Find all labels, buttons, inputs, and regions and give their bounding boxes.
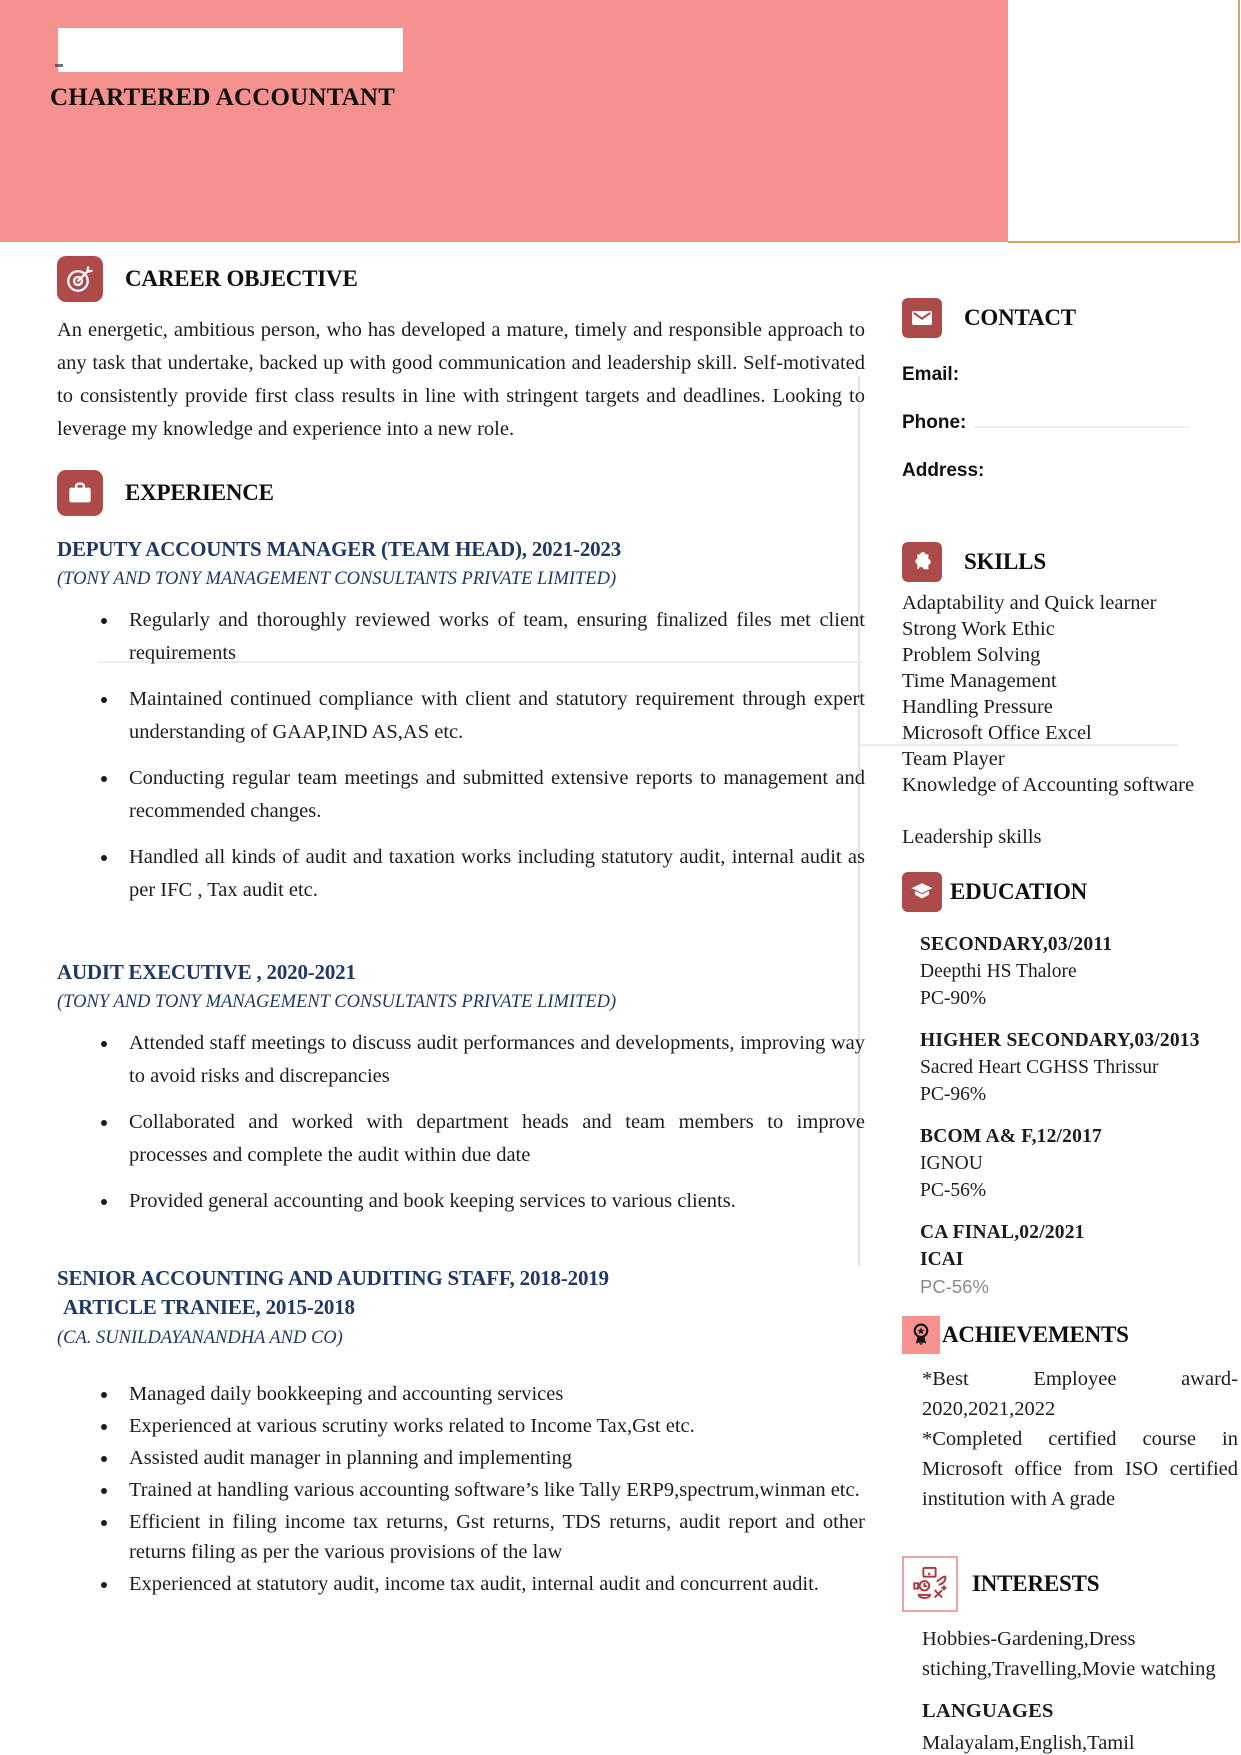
- section-career-objective: [57, 256, 865, 446]
- interests-header: [902, 1556, 1238, 1612]
- languages-label: LANGUAGES: [922, 1700, 1054, 1722]
- section-education: [902, 872, 1238, 1300]
- job-title: AUDIT EXECUTIVE , 2020-2021: [57, 960, 356, 984]
- skill-item: Team Player: [902, 748, 1005, 770]
- section-title: CAREER OBJECTIVE: [125, 266, 358, 291]
- bullet-item: • Conducting regular team meetings and submitted extensive reports to management and recommended changes.: [119, 762, 865, 828]
- education-header: [902, 872, 1238, 912]
- skill-item: Adaptability and Quick learner: [902, 592, 1157, 614]
- job-entry: [57, 959, 865, 1218]
- section-achievements: [902, 1316, 1238, 1514]
- skill-item: Leadership skills: [902, 826, 1042, 848]
- education-entry: [920, 932, 1238, 1012]
- briefcase-icon: [57, 470, 103, 516]
- skill-item: Strong Work Ethic: [902, 618, 1055, 640]
- education-score: PC-90%: [920, 988, 987, 1009]
- header-band: [0, 0, 1008, 242]
- artifact-dot: [55, 64, 63, 67]
- achievements-list: [902, 1364, 1238, 1514]
- phone-label: [902, 412, 1238, 434]
- job-bullets: [57, 604, 865, 907]
- education-list: [902, 932, 1238, 1300]
- bullet-item: • Assisted audit manager in planning and implementing: [119, 1443, 865, 1473]
- skill-item: Knowledge of Accounting software: [902, 774, 1195, 796]
- section-experience: [57, 470, 865, 1599]
- achievement-item: *Completed certified course in Microsoft office from ISO certified institution with A grade: [922, 1428, 1238, 1510]
- job-entry: [57, 1264, 865, 1599]
- contact-header: [902, 298, 1238, 338]
- skill-item: Problem Solving: [902, 644, 1041, 666]
- job-title-line1: SENIOR ACCOUNTING AND AUDITING STAFF, 2018-2019: [57, 1266, 609, 1290]
- hobbies-icon: [902, 1556, 958, 1612]
- content-grid: [0, 242, 1241, 1755]
- bullet-item: • Experienced at statutory audit, income tax audit, internal audit and concurrent audit.: [119, 1569, 865, 1599]
- education-entry: [920, 1220, 1238, 1300]
- section-interests: [902, 1556, 1238, 1755]
- skill-item: Time Management: [902, 670, 1057, 692]
- section-contact: [902, 298, 1238, 482]
- graduation-icon: [902, 872, 942, 912]
- career-objective-header: [57, 256, 865, 302]
- education-degree: CA FINAL,02/2021: [920, 1222, 1085, 1243]
- section-title: SKILLS: [964, 549, 1046, 574]
- education-degree: BCOM A& F,12/2017: [920, 1126, 1102, 1147]
- achievements-header: [902, 1316, 1238, 1354]
- email-label: Email:: [902, 364, 960, 385]
- job-company: (CA. SUNILDAYANANDHA AND CO): [57, 1328, 343, 1348]
- education-school: IGNOU: [920, 1153, 983, 1174]
- job-company: (TONY AND TONY MANAGEMENT CONSULTANTS PRIVATE LIMITED): [57, 992, 617, 1012]
- photo-placeholder: [1008, 0, 1240, 243]
- target-icon: [57, 256, 103, 302]
- phone-label-text: Phone:: [902, 412, 967, 433]
- education-degree: SECONDARY,03/2011: [920, 934, 1113, 955]
- section-skills: [902, 542, 1238, 850]
- education-score: PC-56%: [920, 1180, 987, 1201]
- bullet-item: • Handled all kinds of audit and taxation works including statutory audit, internal audit as per IFC , Tax audit etc.: [119, 841, 865, 907]
- bullet-item: • Efficient in filing income tax returns, Gst returns, TDS returns, audit report and other returns filing as per the various provisions of the law: [119, 1507, 865, 1567]
- section-title: EXPERIENCE: [125, 480, 274, 505]
- education-score: PC-56%: [920, 1276, 989, 1297]
- education-entry: [920, 1028, 1238, 1108]
- job-bullets: [57, 1027, 865, 1218]
- career-objective-text: An energetic, ambitious person, who has developed a mature, timely and responsible approach to any task that undertake, backed up with good communication and leadership skill. Self-motivated to consistently provide first class results in line with stringent targets and deadlines. Looking to leverage my knowledge and experience into a new role.: [57, 319, 865, 440]
- section-title: CONTACT: [964, 305, 1076, 330]
- bullet-item: • Managed daily bookkeeping and accounting services: [119, 1379, 865, 1409]
- bullet-item: • Trained at handling various accounting software’s like Tally ERP9,spectrum,winman etc.: [119, 1475, 865, 1505]
- education-degree: HIGHER SECONDARY,03/2013: [920, 1030, 1200, 1051]
- skill-item: Handling Pressure: [902, 696, 1053, 718]
- redacted-phone-line: [974, 412, 1189, 428]
- bullet-item: • Regularly and thoroughly reviewed works of team, ensuring finalized files met client requirements: [119, 604, 865, 670]
- medal-icon: [902, 1316, 940, 1354]
- education-school: ICAI: [920, 1249, 964, 1270]
- bullet-item: • Maintained continued compliance with client and statutory requirement through expert understanding of GAAP,IND AS,AS etc.: [119, 683, 865, 749]
- section-title: ACHIEVEMENTS: [942, 1322, 1129, 1347]
- job-company: (TONY AND TONY MANAGEMENT CONSULTANTS PRIVATE LIMITED): [57, 569, 617, 589]
- experience-header: [57, 470, 865, 516]
- education-school: Sacred Heart CGHSS Thrissur: [920, 1057, 1159, 1078]
- education-score: PC-96%: [920, 1084, 987, 1105]
- puzzle-icon: [902, 542, 942, 582]
- interests-body: [902, 1624, 1238, 1755]
- job-title-line2: ARTICLE TRANIEE, 2015-2018: [63, 1295, 355, 1319]
- job-title: DEPUTY ACCOUNTS MANAGER (TEAM HEAD), 2021-2023: [57, 537, 622, 561]
- skill-item: Microsoft Office Excel: [902, 722, 1092, 744]
- sidebar-column: [865, 242, 1241, 1755]
- bullet-item: • Provided general accounting and book keeping services to various clients.: [119, 1185, 865, 1218]
- address-label: Address:: [902, 460, 985, 481]
- education-entry: [920, 1124, 1238, 1204]
- main-column: [0, 242, 865, 1755]
- page-title: CHARTERED ACCOUNTANT: [50, 84, 396, 111]
- bullet-item: • Experienced at various scrutiny works related to Income Tax,Gst etc.: [119, 1411, 865, 1441]
- skills-header: [902, 542, 1238, 582]
- section-title: INTERESTS: [972, 1571, 1100, 1596]
- bullet-item: • Attended staff meetings to discuss audit performances and developments, improving way to avoid risks and discrepancies: [119, 1027, 865, 1093]
- redacted-name-box: [58, 28, 403, 72]
- education-school: Deepthi HS Thalore: [920, 961, 1077, 982]
- job-entry: [57, 536, 865, 907]
- section-title: EDUCATION: [950, 879, 1088, 904]
- skills-list: [902, 590, 1238, 850]
- languages-text: Malayalam,English,Tamil: [922, 1732, 1135, 1754]
- bullet-item: • Collaborated and worked with department heads and team members to improve processes and complete the audit within due date: [119, 1106, 865, 1172]
- hobbies-text: Hobbies-Gardening,Dress stiching,Travelling,Movie watching: [922, 1628, 1216, 1680]
- job-bullets: [57, 1379, 865, 1599]
- achievement-item: *Best Employee award-2020,2021,2022: [922, 1368, 1238, 1420]
- envelope-icon: [902, 298, 942, 338]
